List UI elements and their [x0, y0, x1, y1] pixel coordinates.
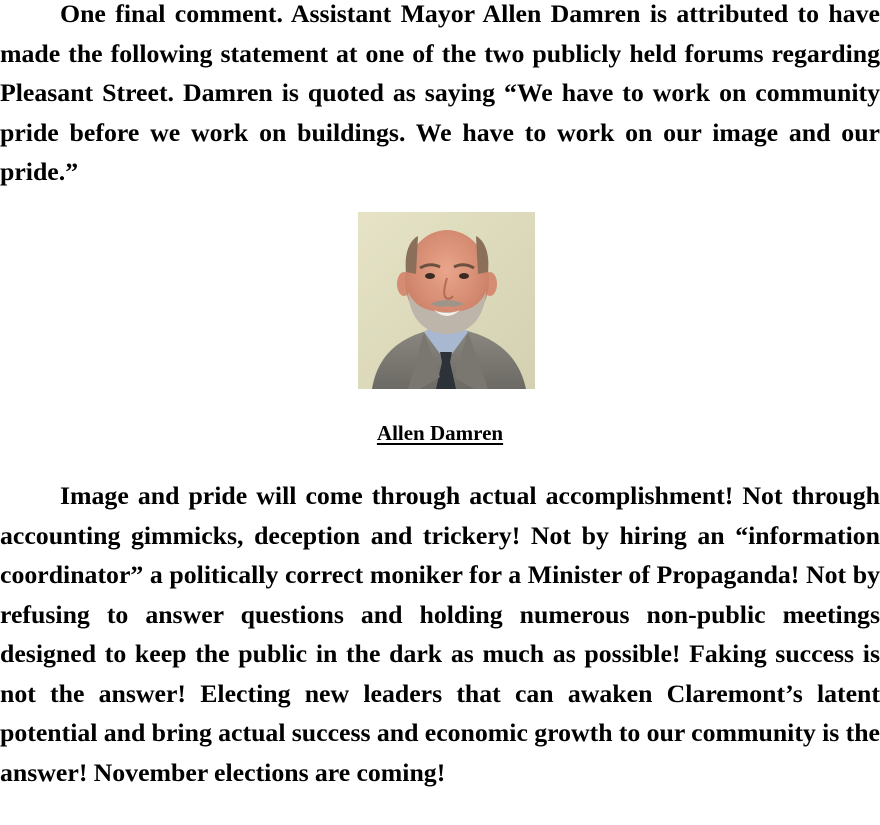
opening-paragraph: One final comment. Assistant Mayor Allen Damren is attributed to have made the following statement at one of the two publicly held forums regarding Pleasant Street. Damren is quoted as saying “We have to work on community pride before we work on buildings. We have to work on our image and our pride.”: [0, 0, 880, 186]
portrait-illustration: [358, 212, 535, 389]
closing-paragraph: Image and pride will come through actual accomplishment! Not through accounting gimmicks, deception and trickery! Not by hiring an “information coordinator” a politically correct moniker for a Minister of Propaganda! Not by refusing to answer questions and holding numerous non-public meetings designed to keep the public in the dark as much as possible! Faking success is not the answer! Electing new leaders that can awaken Claremont’s latent potential and bring actual success and economic growth to our community is the answer! November elections are coming!: [0, 481, 880, 787]
portrait-photo: [358, 212, 535, 389]
photo-caption: Allen Damren: [376, 421, 504, 445]
